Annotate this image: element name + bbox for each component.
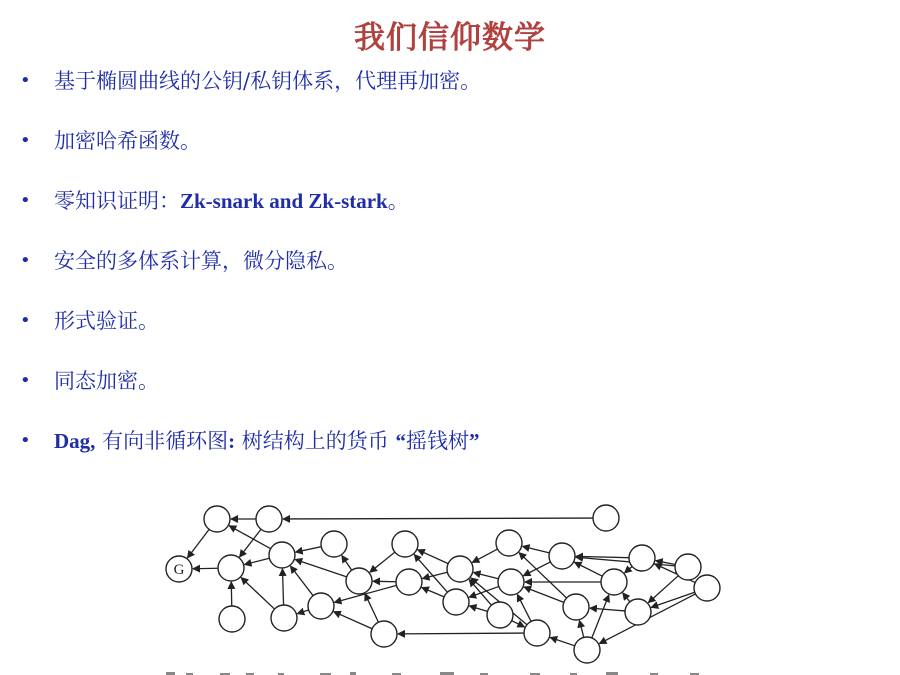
dag-node xyxy=(498,569,524,595)
dag-edge xyxy=(422,587,444,596)
dag-node xyxy=(443,589,469,615)
dag-edge xyxy=(295,559,346,576)
bullet-text xyxy=(54,242,348,280)
dag-figure xyxy=(150,495,750,675)
dag-edge xyxy=(469,606,487,611)
dag-node xyxy=(574,637,600,663)
dag-edge xyxy=(187,529,209,558)
dag-node xyxy=(346,568,372,594)
dag-edge xyxy=(474,572,499,578)
dag-node xyxy=(219,606,245,632)
dag-node xyxy=(269,542,295,568)
dag-node xyxy=(601,569,627,595)
dag-node xyxy=(218,555,244,581)
dag-node xyxy=(321,531,347,557)
bullet-list xyxy=(0,62,900,482)
dag-edge xyxy=(550,638,574,646)
dag-edge xyxy=(282,569,283,605)
dag-edge xyxy=(241,578,274,609)
dag-edge xyxy=(370,552,395,572)
dag-graph xyxy=(150,495,750,675)
bullet-text-part: 同态加密。 xyxy=(54,369,159,393)
bullet-text-part: 基于椭圆曲线的公钥/私钥体系，代理再加密。 xyxy=(54,69,482,93)
dag-node xyxy=(629,545,655,571)
dag-edge xyxy=(398,633,524,634)
dag-node xyxy=(392,531,418,557)
dag-edge xyxy=(579,621,583,638)
dag-edge xyxy=(575,562,603,576)
bullet-dot-icon: • xyxy=(20,130,31,151)
bullet-dot-icon: • xyxy=(20,430,31,451)
dag-edge xyxy=(472,549,497,562)
dag-edge xyxy=(648,576,678,603)
bullet-text-part: 加密哈希函数。 xyxy=(54,129,201,153)
dag-edge xyxy=(418,550,448,564)
bullet-text-part: 形式验证。 xyxy=(54,309,159,333)
dag-edge xyxy=(625,566,633,572)
bullet-text-part: 零知识证明： xyxy=(54,189,180,213)
bullet-item xyxy=(0,302,900,362)
bullet-text xyxy=(54,302,159,340)
dag-node xyxy=(371,621,397,647)
bullet-item xyxy=(0,362,900,422)
dag-node xyxy=(271,605,297,631)
dag-node xyxy=(396,569,422,595)
bullet-text-part: 。 xyxy=(387,189,409,213)
bullet-text xyxy=(54,122,201,160)
bullet-dot-icon: • xyxy=(20,190,31,211)
dag-node xyxy=(204,506,230,532)
dag-node xyxy=(524,620,550,646)
dag-node xyxy=(694,575,720,601)
bullet-dot-icon: • xyxy=(20,310,31,331)
bullet-text-part: 有向非循环图 xyxy=(95,429,229,453)
bullet-item xyxy=(0,62,900,122)
dag-edge xyxy=(291,566,314,596)
dag-edge xyxy=(590,608,625,611)
bullet-item xyxy=(0,182,900,242)
genesis-node-label: G xyxy=(173,562,185,578)
bullet-text-part: “ xyxy=(395,429,406,453)
bullet-dot-icon: • xyxy=(20,70,31,91)
dag-node xyxy=(447,556,473,582)
dag-edge xyxy=(365,594,378,623)
dag-node xyxy=(563,594,589,620)
dag-node xyxy=(308,593,334,619)
bullet-text-part: 树结构上的货币 xyxy=(235,429,396,453)
dag-edge xyxy=(297,610,308,614)
dag-edge xyxy=(523,562,550,576)
bullet-item xyxy=(0,122,900,182)
dag-node xyxy=(496,530,522,556)
dag-edge xyxy=(523,546,550,553)
dag-node xyxy=(593,505,619,531)
bullet-text-part: ” xyxy=(468,429,480,453)
bullet-text xyxy=(54,182,409,220)
bullet-dot-icon: • xyxy=(20,370,31,391)
dag-edge xyxy=(342,556,352,571)
bullet-dot-icon: • xyxy=(20,250,31,271)
dag-nodes xyxy=(166,505,720,663)
bullet-item xyxy=(0,242,900,302)
bullet-item xyxy=(0,422,900,482)
bullet-text-part: Dag, xyxy=(54,429,96,453)
dag-edge xyxy=(296,547,322,552)
slide-title: 我们信仰数学 xyxy=(354,20,546,56)
bullet-text-part: Zk-snark and Zk-stark xyxy=(180,189,388,213)
bullet-text-part: 摇钱树 xyxy=(405,429,469,453)
dag-node xyxy=(487,602,513,628)
dag-edge xyxy=(592,595,609,638)
bullet-text xyxy=(54,422,479,460)
dag-edge xyxy=(245,558,270,564)
dag-edge xyxy=(334,612,372,629)
caption-fragment-marks xyxy=(160,669,720,675)
dag-edge xyxy=(517,594,531,621)
dag-node xyxy=(256,506,282,532)
dag-edge xyxy=(283,518,593,519)
bullet-text xyxy=(54,362,159,400)
figure-caption-cut xyxy=(160,668,720,675)
dag-edge xyxy=(623,593,630,602)
bullet-text-part: : xyxy=(228,429,236,453)
bullet-text-part: 安全的多体系计算，微分隐私。 xyxy=(54,249,348,273)
dag-node xyxy=(675,554,701,580)
dag-node xyxy=(625,599,651,625)
dag-node xyxy=(549,543,575,569)
bullet-text xyxy=(54,62,481,100)
